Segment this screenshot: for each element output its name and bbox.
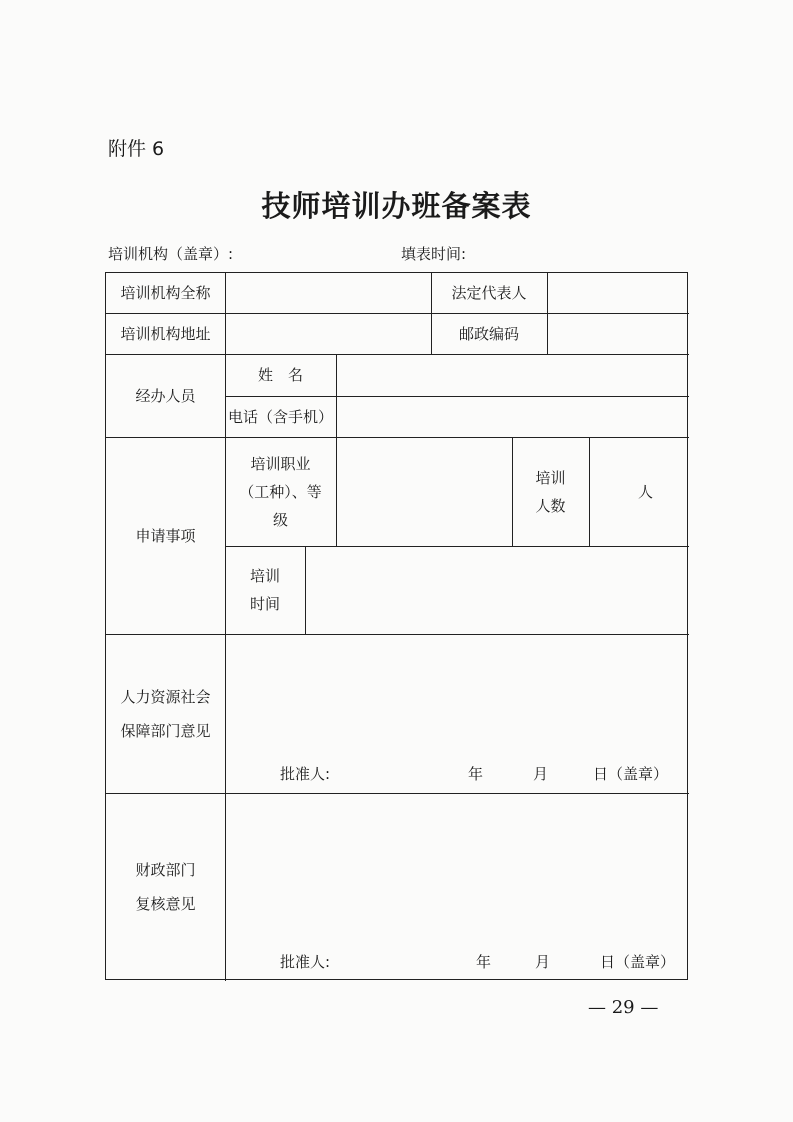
occupation-label-line: （工种）、等	[239, 482, 322, 501]
handler-phone-field[interactable]	[337, 397, 687, 436]
finance-opinion-label-line: 复核意见	[135, 895, 196, 913]
hr-approver-label: 批准人:	[280, 765, 331, 783]
training-time-label-line: 培训	[249, 567, 280, 585]
hr-opinion-label-line: 保障部门意见	[120, 721, 211, 740]
page-title: 技师培训办班备案表	[261, 189, 532, 223]
org-name-field[interactable]	[226, 274, 430, 312]
handler-label: 经办人员	[135, 386, 196, 405]
finance-month-label: 月	[535, 953, 551, 971]
training-time-field[interactable]	[306, 547, 687, 633]
postcode-label: 邮政编码	[458, 324, 519, 343]
trainee-count-label-line: 人数	[535, 496, 566, 515]
org-address-field[interactable]	[226, 315, 430, 353]
trainee-count-field[interactable]	[590, 438, 687, 545]
application-label: 申请事项	[135, 526, 196, 545]
hr-year-label: 年	[468, 765, 484, 783]
handler-name-label: 姓 名	[257, 366, 303, 384]
occupation-level-field[interactable]	[337, 438, 511, 545]
finance-opinion-field[interactable]	[226, 794, 687, 944]
occupation-label-line: 级	[272, 510, 288, 529]
trainee-count-label-line: 培训	[535, 468, 566, 487]
filing-form-table	[105, 272, 688, 980]
legal-rep-label: 法定代表人	[451, 284, 527, 302]
training-time-label	[225, 546, 305, 634]
finance-opinion-label-line: 财政部门	[135, 861, 196, 879]
training-time-label-line: 时间	[249, 595, 280, 613]
hr-day-seal-label: 日（盖章）	[593, 765, 669, 783]
handler-name-field[interactable]	[337, 355, 687, 395]
occupation-level-label	[225, 437, 336, 546]
finance-day-seal-label: 日（盖章）	[600, 953, 676, 971]
trainee-count-label	[512, 437, 589, 546]
trainee-unit-label: 人	[637, 482, 653, 501]
page-number: — 29 —	[588, 997, 659, 1018]
hr-opinion-label-line: 人力资源社会	[120, 687, 211, 706]
hr-month-label: 月	[533, 765, 549, 783]
legal-rep-field[interactable]	[548, 274, 687, 312]
finance-approver-label: 批准人:	[280, 953, 331, 971]
org-seal-label: 培训机构（盖章）:	[108, 245, 234, 263]
org-address-label: 培训机构地址	[120, 324, 211, 343]
hr-opinion-field[interactable]	[226, 635, 687, 755]
attachment-label: 附件 6	[108, 138, 165, 160]
handler-phone-label: 电话（含手机）	[227, 407, 333, 426]
finance-opinion-label	[106, 793, 225, 981]
fill-date-label: 填表时间:	[401, 245, 467, 263]
hr-opinion-label	[106, 634, 225, 793]
finance-year-label: 年	[476, 953, 492, 971]
postcode-field[interactable]	[548, 315, 687, 353]
org-name-label: 培训机构全称	[120, 284, 211, 302]
occupation-label-line: 培训职业	[250, 454, 311, 473]
